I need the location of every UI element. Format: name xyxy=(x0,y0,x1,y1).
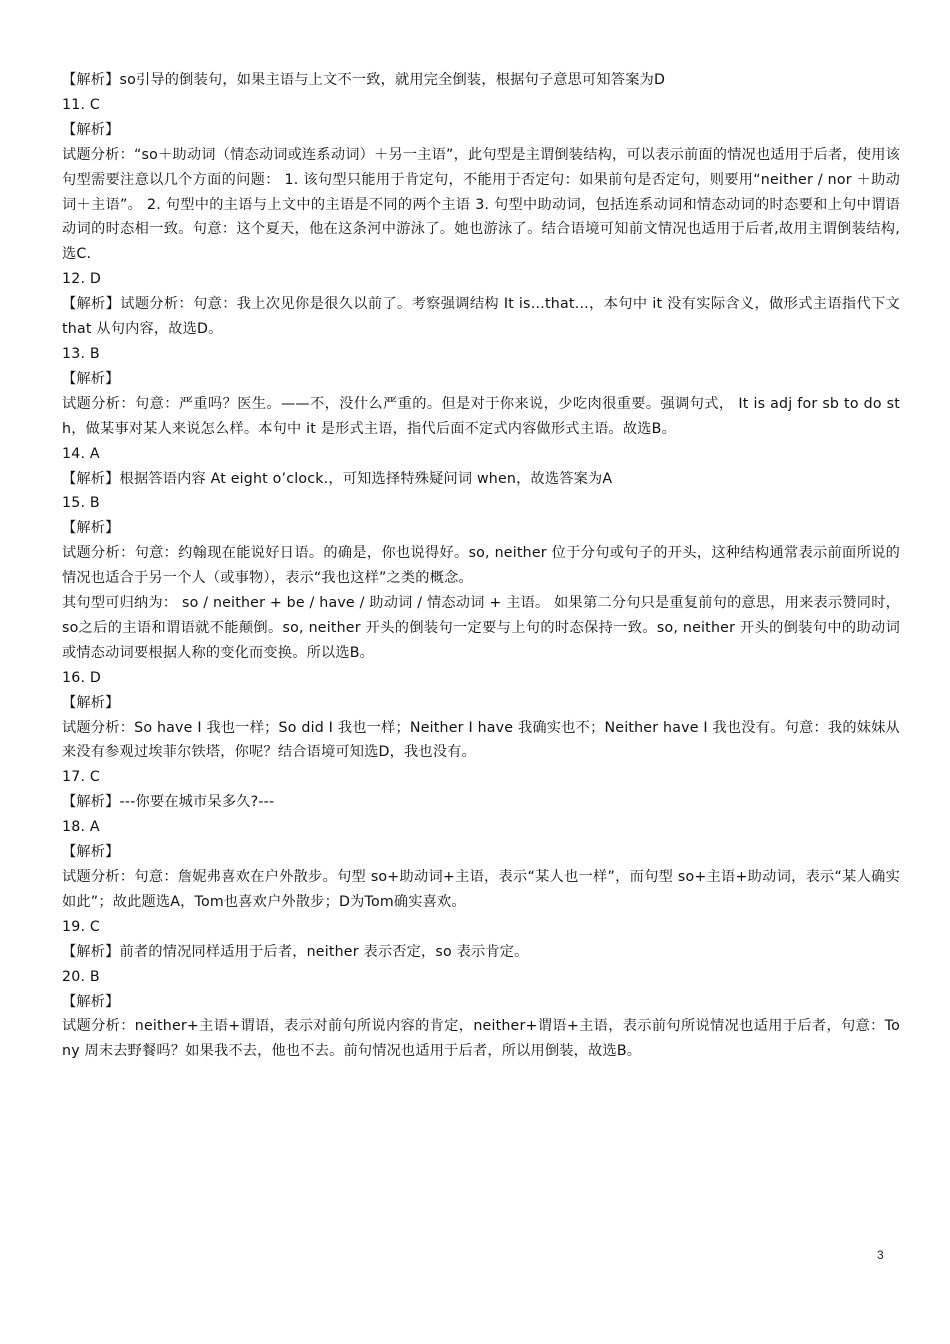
analysis-14: 【解析】根据答语内容 At eight o’clock.，可知选择特殊疑问词 when，故选答案为A xyxy=(62,470,613,487)
analysis-label-20: 【解析】 xyxy=(62,993,120,1010)
analysis-12: 【解析】试题分析：句意：我上次见你是很久以前了。考察强调结构 It is…that…，本句中 it 没有实际含义，做形式主语指代下文 that 从句内容，故选D。 xyxy=(62,296,900,338)
analysis-label-18: 【解析】 xyxy=(62,844,120,861)
analysis-20: 试题分析：neither+主语+谓语，表示对前句所说内容的肯定，neither+谓语+主语，表示前句所说情况也适用于后者，句意：Tony 周末去野餐吗？如果我不去，他也不去。前句情况也适用于后者，所以用倒装，故选B。 xyxy=(62,1018,900,1060)
answer-12: 12. D xyxy=(62,271,101,288)
analysis-19: 【解析】前者的情况同样适用于后者，neither 表示否定，so 表示肯定。 xyxy=(62,943,529,960)
answer-11: 11. C xyxy=(62,96,100,113)
answer-13: 13. B xyxy=(62,345,100,362)
answer-14: 14. A xyxy=(62,445,100,462)
analysis-15: 试题分析：句意：约翰现在能说好日语。的确是，你也说得好。so, neither 位于分句或句子的开头，这种结构通常表示前面所说的情况也适合于另一个人（或事物），表示“我也这样”之类的概念。 xyxy=(62,545,900,587)
answer-16: 16. D xyxy=(62,669,101,686)
answer-20: 20. B xyxy=(62,968,100,985)
page-number: 3 xyxy=(877,1248,884,1262)
analysis-label-16: 【解析】 xyxy=(62,694,120,711)
answer-15: 15. B xyxy=(62,495,100,512)
analysis-15-continued: 其句型可归纳为： so / neither + be / have / 助动词 / 情态动词 + 主语。 如果第二分句只是重复前句的意思，用来表示赞同时，so之后的主语和谓语就不能颠倒。so, neither 开头的倒装句一定要与上句的时态保持一致。so, neither 开头的倒装句中的助动词或情态动词要根据人称的变化而变换。所以选B。 xyxy=(62,595,900,661)
analysis-label-11: 【解析】 xyxy=(62,121,120,138)
analysis-label-15: 【解析】 xyxy=(62,520,120,537)
analysis-16: 试题分析：So have I 我也一样；So did I 我也一样；Neither I have 我确实也不；Neither have I 我也没有。句意：我的妹妹从来没有参观过埃菲尔铁塔，你呢？结合语境可知选D，我也没有。 xyxy=(62,719,900,761)
answer-18: 18. A xyxy=(62,819,100,836)
analysis-17: 【解析】---你要在城市呆多久?--- xyxy=(62,794,275,811)
analysis-11: 试题分析：“so＋助动词（情态动词或连系动词）＋另一主语”，此句型是主谓倒装结构，可以表示前面的情况也适用于后者，使用该句型需要注意以几个方面的问题： 1. 该句型只能用于肯定句，不能用于否定句：如果前句是否定句，则要用“neither / nor ＋助动词＋主语”。 2. 句型中的主语与上文中的主语是不同的两个主语 3. 句型中助动词，包括连系动词和情态动词的时态要和上句中谓语动词的时态相一致。句意：这个夏天，他在这条河中游泳了。她也游泳了。结合语境可知前文情况也适用于后者,故用主谓倒装结构,选C. xyxy=(62,146,900,263)
analysis-label-13: 【解析】 xyxy=(62,370,120,387)
answer-key-body xyxy=(62,68,900,1064)
answer-19: 19. C xyxy=(62,918,100,935)
answer-17: 17. C xyxy=(62,769,100,786)
analysis-10: 【解析】so引导的倒装句，如果主语与上文不一致，就用完全倒装，根据句子意思可知答案为D xyxy=(62,72,666,88)
analysis-18: 试题分析：句意：詹妮弗喜欢在户外散步。句型 so+助动词+主语，表示“某人也一样”，而句型 so+主语+助动词，表示“某人确实如此”；故此题选A，Tom也喜欢户外散步；D为Tom确实喜欢。 xyxy=(62,869,900,910)
analysis-13: 试题分析：句意：严重吗？医生。——不，没什么严重的。但是对于你来说，少吃肉很重要。强调句式， It is adj for sb to do sth，做某事对某人来说怎么样。本句中 it 是形式主语，指代后面不定式内容做形式主语。故选B。 xyxy=(62,395,900,437)
